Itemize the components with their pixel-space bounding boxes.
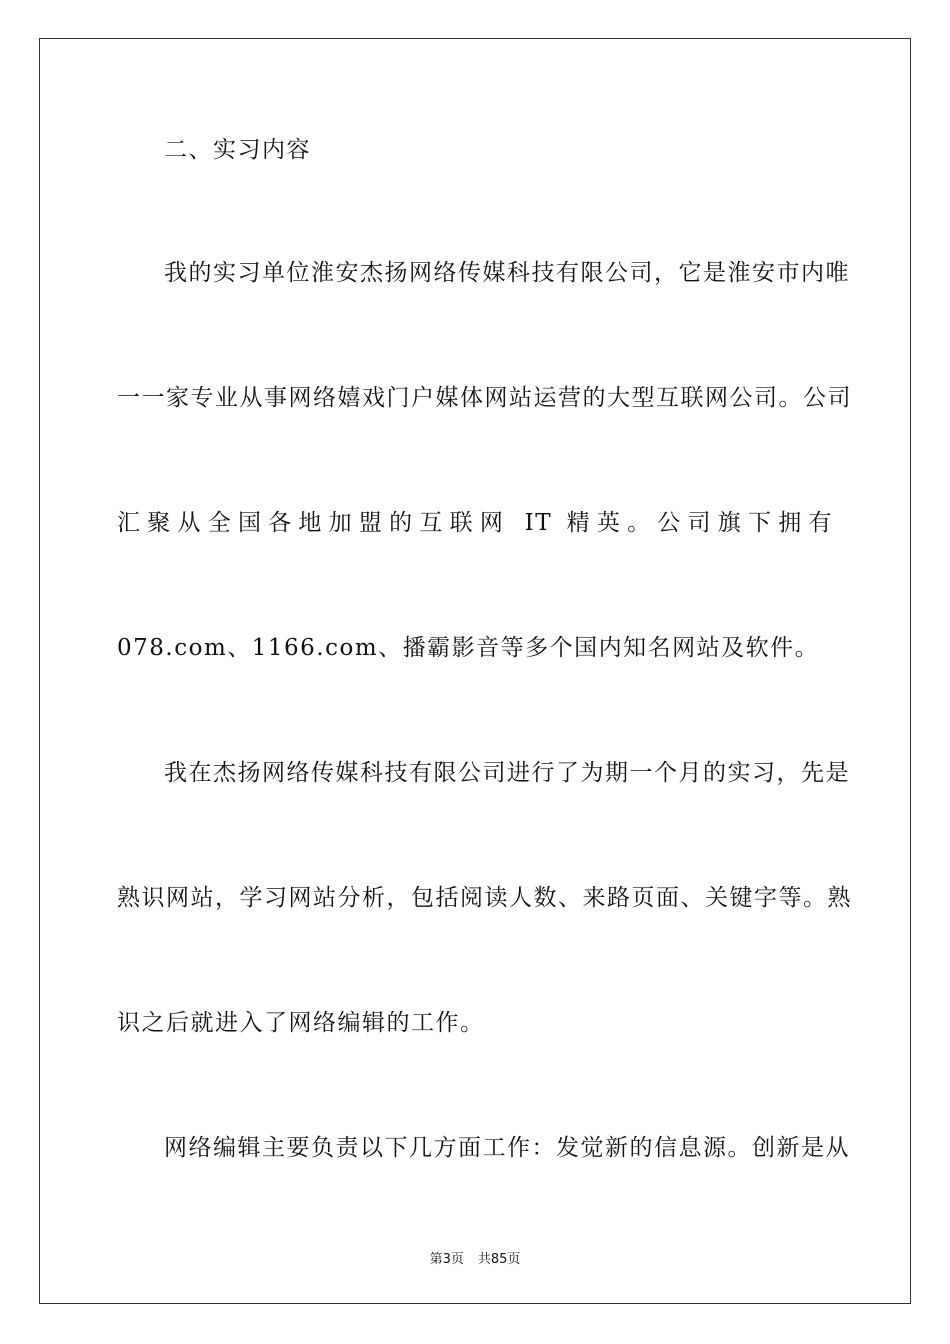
paragraph-line: 078.com、1166.com、播霸影音等多个国内知名网站及软件。 xyxy=(117,635,820,661)
paragraph-line: 网络编辑主要负责以下几方面工作：发觉新的信息源。创新是从 xyxy=(164,1135,850,1161)
paragraph-line: 我的实习单位淮安杰扬网络传媒科技有限公司，它是淮安市内唯 xyxy=(164,260,850,286)
page-total: 共85页 xyxy=(477,1252,521,1267)
paragraph-line: 一一家专业从事网络嬉戏门户媒体网站运营的大型互联网公司。公司 xyxy=(117,385,852,411)
page-footer xyxy=(0,1248,950,1267)
paragraph-line: 识之后就进入了网络编辑的工作。 xyxy=(117,1010,485,1036)
paragraph-line: 汇聚从全国各地加盟的互联网 IT 精英。公司旗下拥有 xyxy=(117,510,833,536)
section-heading: 二、实习内容 xyxy=(164,137,311,163)
paragraph-line: 我在杰扬网络传媒科技有限公司进行了为期一个月的实习，先是 xyxy=(164,760,850,786)
page-frame xyxy=(39,38,911,1304)
paragraph-line: 熟识网站，学习网站分析，包括阅读人数、来路页面、关键字等。熟 xyxy=(117,885,852,911)
page-number: 第3页 xyxy=(429,1252,464,1267)
